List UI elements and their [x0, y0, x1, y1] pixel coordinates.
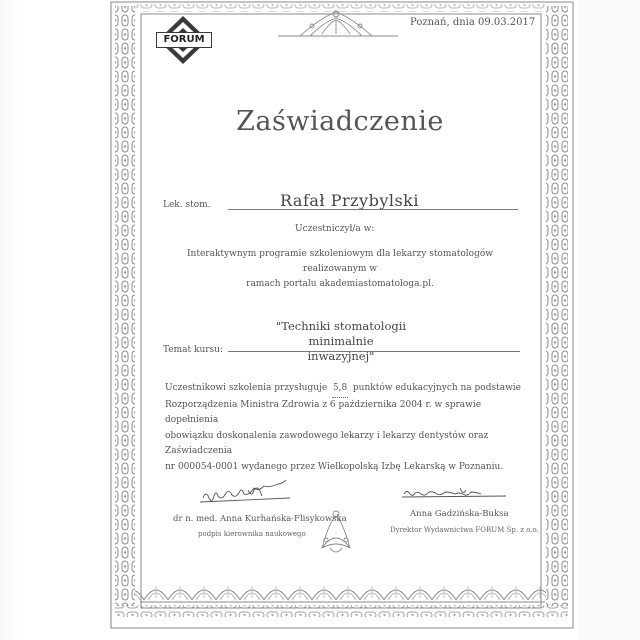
signature-right — [402, 488, 506, 497]
signature-right-name: Anna Gadzińska-Buksa — [410, 509, 509, 519]
recipient-label: Lek. stom. — [163, 200, 211, 210]
points-value: 5,8 — [332, 381, 348, 398]
points-line-2: Rozporządzenia Ministra Zdrowia z 6 października 2004 r. w sprawie dopełnienia — [165, 399, 482, 425]
certificate-title: Zaświadczenie — [236, 106, 444, 137]
top-ornament — [278, 11, 398, 36]
signature-left — [200, 480, 290, 502]
points-prefix: Uczestnikowi szkolenia przysługuje — [165, 383, 328, 393]
program-line-1: Interaktywnym programie szkoleniowym dla lekarzy stomatologów realizowanym w — [187, 249, 493, 274]
course-underline — [228, 351, 520, 352]
course-title-line-2: inwazyjnej" — [307, 349, 375, 363]
points-line-3: obowiązku doskonalenia zawodowego lekarzy i lekarzy dentystów oraz Zaświadczenia — [165, 430, 489, 456]
signature-left-role: podpis kierownika naukowego — [198, 530, 306, 538]
course-label: Temat kursu: — [163, 345, 224, 355]
points-line-4: nr 000054-0001 wydanego przez Wielkopolską Izbę Lekarską w Poznaniu. — [165, 461, 504, 472]
points-paragraph — [165, 381, 525, 475]
forum-logo-text: FORUM — [156, 32, 212, 48]
signature-left-name: dr n. med. Anna Kurhańska-Flisykowska — [173, 514, 347, 524]
program-line-2: ramach portalu akademiastomatologa.pl. — [246, 279, 434, 289]
points-suffix: punktów edukacyjnych na podstawie — [352, 383, 521, 393]
course-title-line-1: "Techniki stomatologii minimalnie — [275, 319, 407, 348]
recipient-underline — [228, 209, 518, 210]
forum-logo — [158, 16, 208, 64]
issue-date: Poznań, dnia 09.03.2017 — [410, 17, 536, 28]
course-title — [246, 319, 436, 364]
participation-label: Uczestniczył/a w: — [295, 224, 375, 234]
points-line-1 — [165, 381, 525, 398]
program-description — [160, 247, 520, 292]
recipient-name: Rafał Przybylski — [280, 191, 419, 210]
signature-right-role: Dyrektor Wydawnictwa FORUM Sp. z o.o. — [390, 526, 539, 534]
